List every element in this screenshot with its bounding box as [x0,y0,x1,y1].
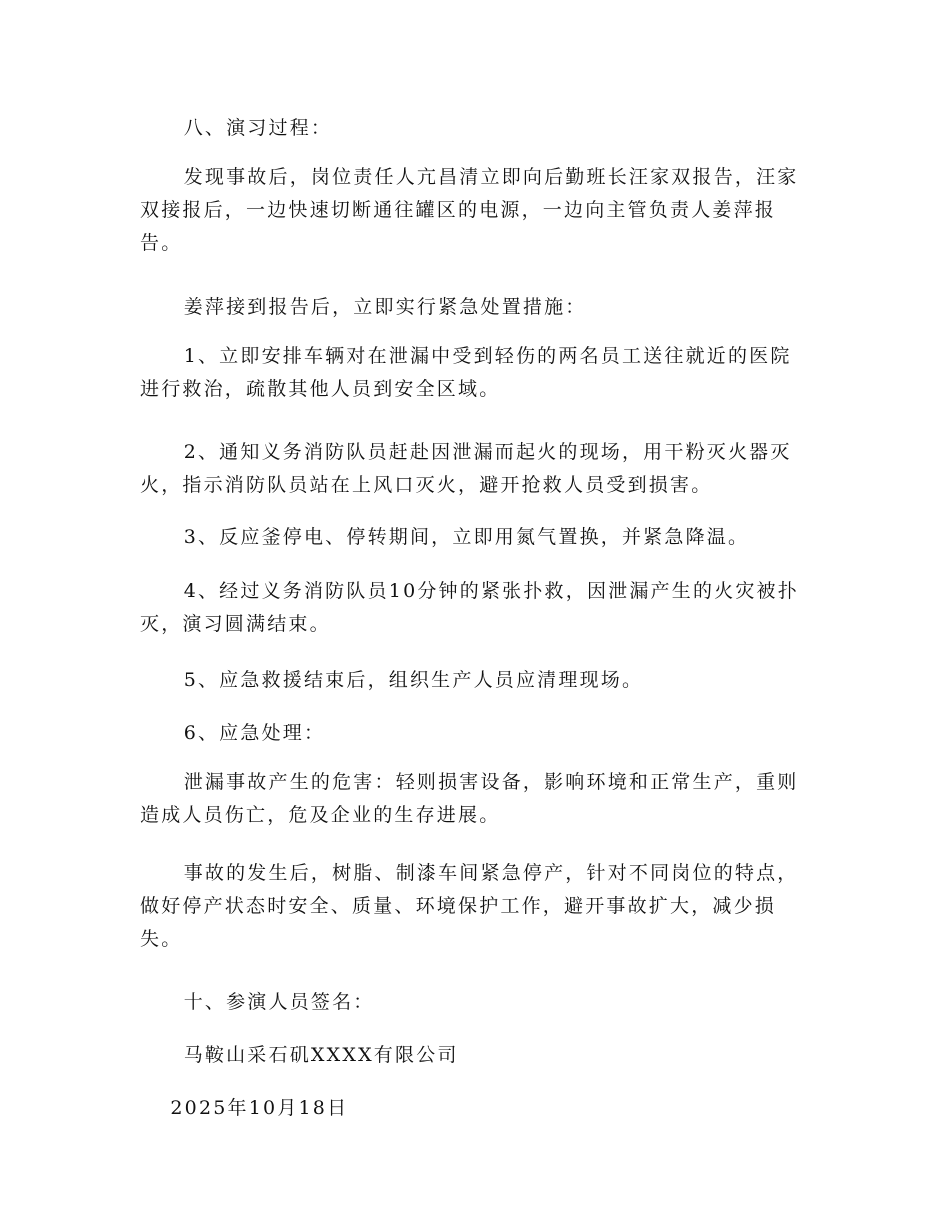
list-item-1: 1、立即安排车辆对在泄漏中受到轻伤的两名员工送往就近的医院进行救治，疏散其他人员到安全区域。 [140,345,792,400]
section-heading-signatures: 十、参演人员签名： [183,991,375,1013]
paragraph-emergency-measures-intro: 姜萍接到报告后，立即实行紧急处置措施： [183,296,587,318]
section-heading-exercise-process: 八、演习过程： [183,117,333,139]
list-item-4: 4、经过义务消防队员10分钟的紧张扑救，因泄漏产生的火灾被扑灭，演习圆满结束。 [140,580,799,635]
document-date: 2025年10月18日 [170,1097,349,1119]
list-item-3: 3、反应釜停电、停转期间，立即用氮气置换，并紧急降温。 [183,526,750,548]
list-item-6: 6、应急处理： [183,722,326,744]
company-name: 马鞍山采石矶XXXX有限公司 [183,1044,459,1066]
paragraph-discovery-report: 发现事故后，岗位责任人亢昌清立即向后勤班长汪家双报告，汪家双接报后，一边快速切断通往罐区的电源，一边向主管负责人姜萍报告。 [140,166,799,254]
paragraph-after-accident: 事故的发生后，树脂、制漆车间紧急停产，针对不同岗位的特点，做好停产状态时安全、质量、环境保护工作，避开事故扩大，减少损失。 [140,862,799,950]
paragraph-leak-hazards: 泄漏事故产生的危害：轻则损害设备，影响环境和正常生产，重则造成人员伤亡，危及企业的生存进展。 [140,771,799,826]
list-item-5: 5、应急救援结束后，组织生产人员应清理现场。 [183,669,644,691]
list-item-2: 2、通知义务消防队员赶赴因泄漏而起火的现场，用干粉灭火器灭火，指示消防队员站在上风口灭火，避开抢救人员受到损害。 [140,441,792,496]
